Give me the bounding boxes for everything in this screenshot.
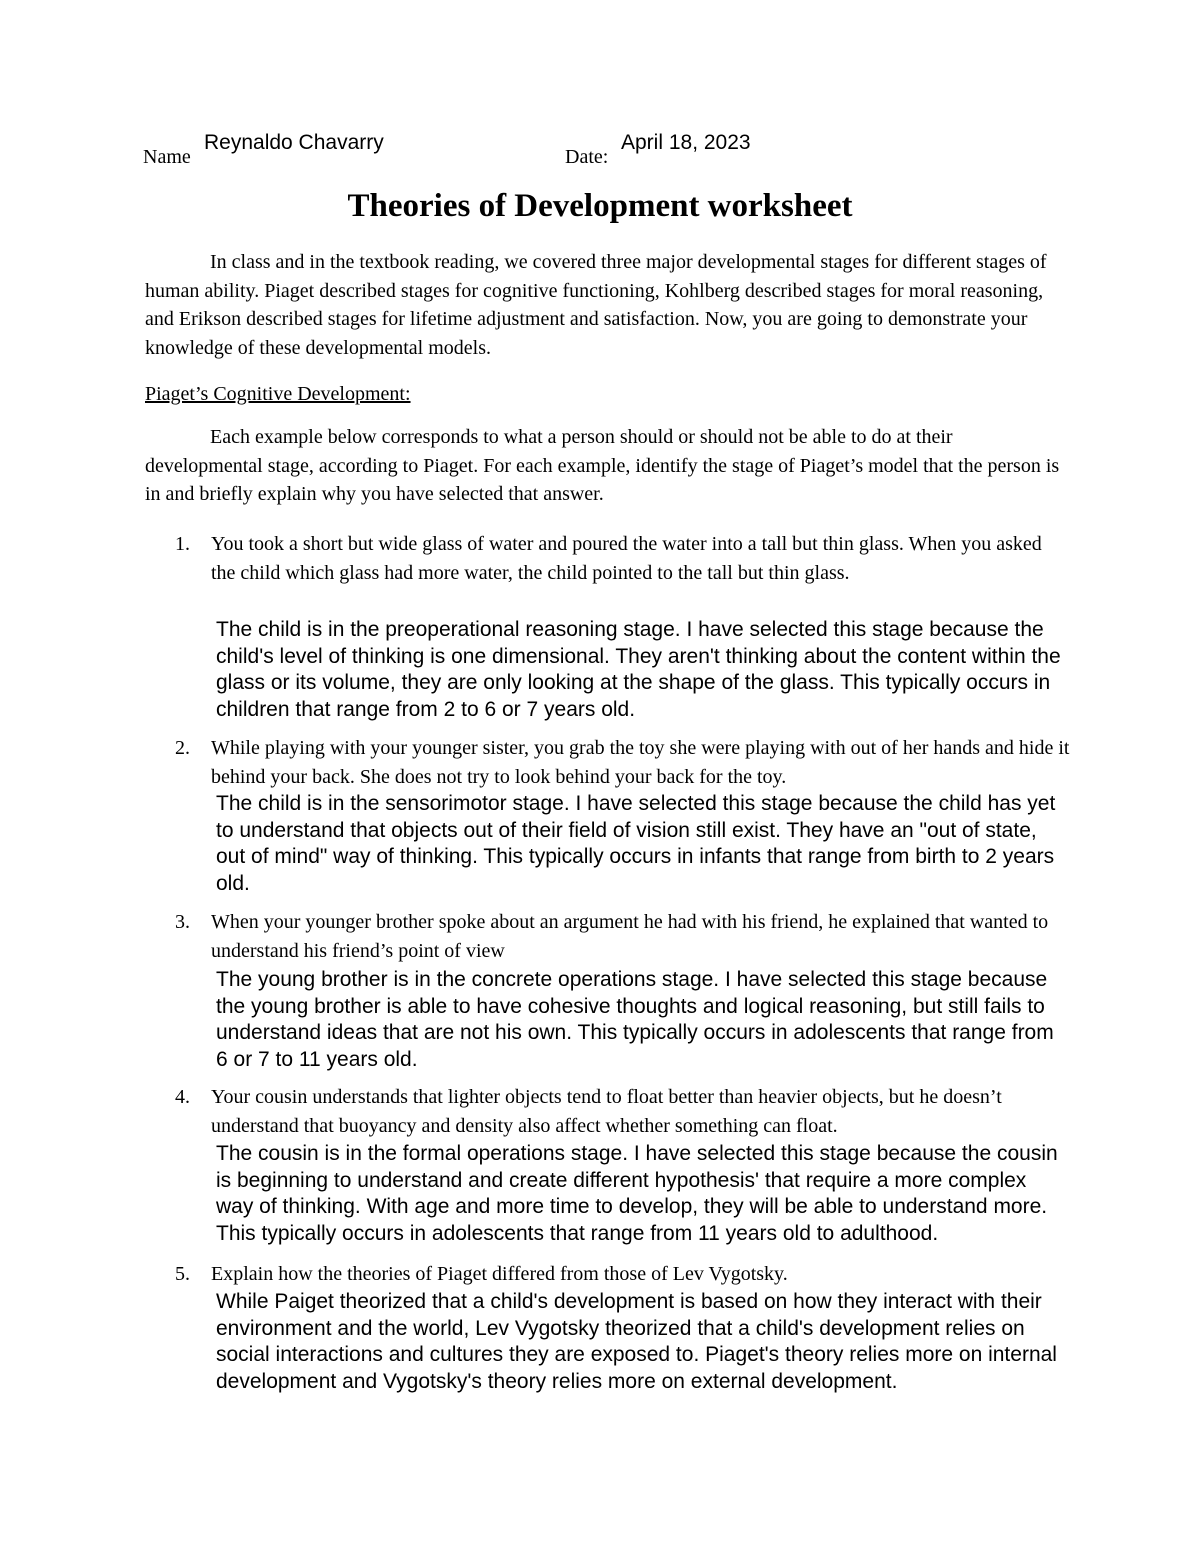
question-number: 4. <box>175 1086 190 1108</box>
answer-field[interactable]: The child is in the sensorimotor stage. I have selected this stage because the child has yet to understand that objects out of their field of vision still exist. They have an "out of state, out of mind" way of thinking. This typically occurs in infants that range from birth to 2 years old. <box>216 792 1056 895</box>
instructions-paragraph: Each example below corresponds to what a person should or should not be able to do at their developmental stage, according to Piaget. For each example, identify the stage of Piaget’s model that the person is in and briefly explain why you have selected that answer. <box>145 426 1060 505</box>
section-heading: Piaget’s Cognitive Development: <box>145 383 411 405</box>
date-label: Date: <box>565 146 609 168</box>
question-number: 2. <box>175 737 190 759</box>
question-number: 1. <box>175 533 190 555</box>
answer-field[interactable]: The young brother is in the concrete operations stage. I have selected this stage because the young brother is able to have cohesive thoughts and logical reasoning, but still fails to understand ideas that are not his own. This typically occurs in adolescents that range from 6 or 7 to 11 years old. <box>216 968 1054 1071</box>
date-field[interactable]: April 18, 2023 <box>621 131 751 154</box>
answer-field[interactable]: While Paiget theorized that a child's development is based on how they interact with their environment and the world, Lev Vygotsky theorized that a child's development relies on social interactions and cultures they are exposed to. Piaget's theory relies more on internal development and Vygotsky's theory relies more on external development. <box>216 1290 1057 1393</box>
question-number: 3. <box>175 911 190 933</box>
answer-field[interactable]: The cousin is in the formal operations stage. I have selected this stage because the cousin is beginning to understand and create different hypothesis' that require a more complex way of thinking. With age and more time to develop, they will be able to understand more. This typically occurs in adolescents that range from 11 years old to adulthood. <box>216 1142 1058 1245</box>
question-text: Your cousin understands that lighter objects tend to float better than heavier objects, but he doesn’t understand that buoyancy and density also affect whether something can float. <box>211 1086 1002 1137</box>
name-label: Name <box>143 146 191 168</box>
answer-field[interactable]: The child is in the preoperational reasoning stage. I have selected this stage because the child's level of thinking is one dimensional. They aren't thinking about the content within the glass or its volume, they are only looking at the shape of the glass. This typically occurs in children that range from 2 to 6 or 7 years old. <box>216 618 1061 721</box>
question-text: Explain how the theories of Piaget differed from those of Lev Vygotsky. <box>211 1263 788 1285</box>
question-text: You took a short but wide glass of water and poured the water into a tall but thin glass. When you asked the child which glass had more water, the child pointed to the tall but thin glass. <box>211 533 1042 584</box>
page-title: Theories of Development worksheet <box>347 188 853 224</box>
question-text: While playing with your younger sister, you grab the toy she were playing with out of her hands and hide it behind your back. She does not try to look behind your back for the toy. <box>211 737 1070 788</box>
question-text: When your younger brother spoke about an argument he had with his friend, he explained that wanted to understand his friend’s point of view <box>211 911 1049 962</box>
question-number: 5. <box>175 1263 190 1285</box>
name-field[interactable]: Reynaldo Chavarry <box>204 131 384 154</box>
intro-paragraph: In class and in the textbook reading, we covered three major developmental stages for different stages of human ability. Piaget described stages for cognitive functioning, Kohlberg described stages for moral reasoning, and Erikson described stages for lifetime adjustment and satisfaction. Now, you are going to demonstrate your knowledge of these developmental models. <box>145 251 1047 359</box>
